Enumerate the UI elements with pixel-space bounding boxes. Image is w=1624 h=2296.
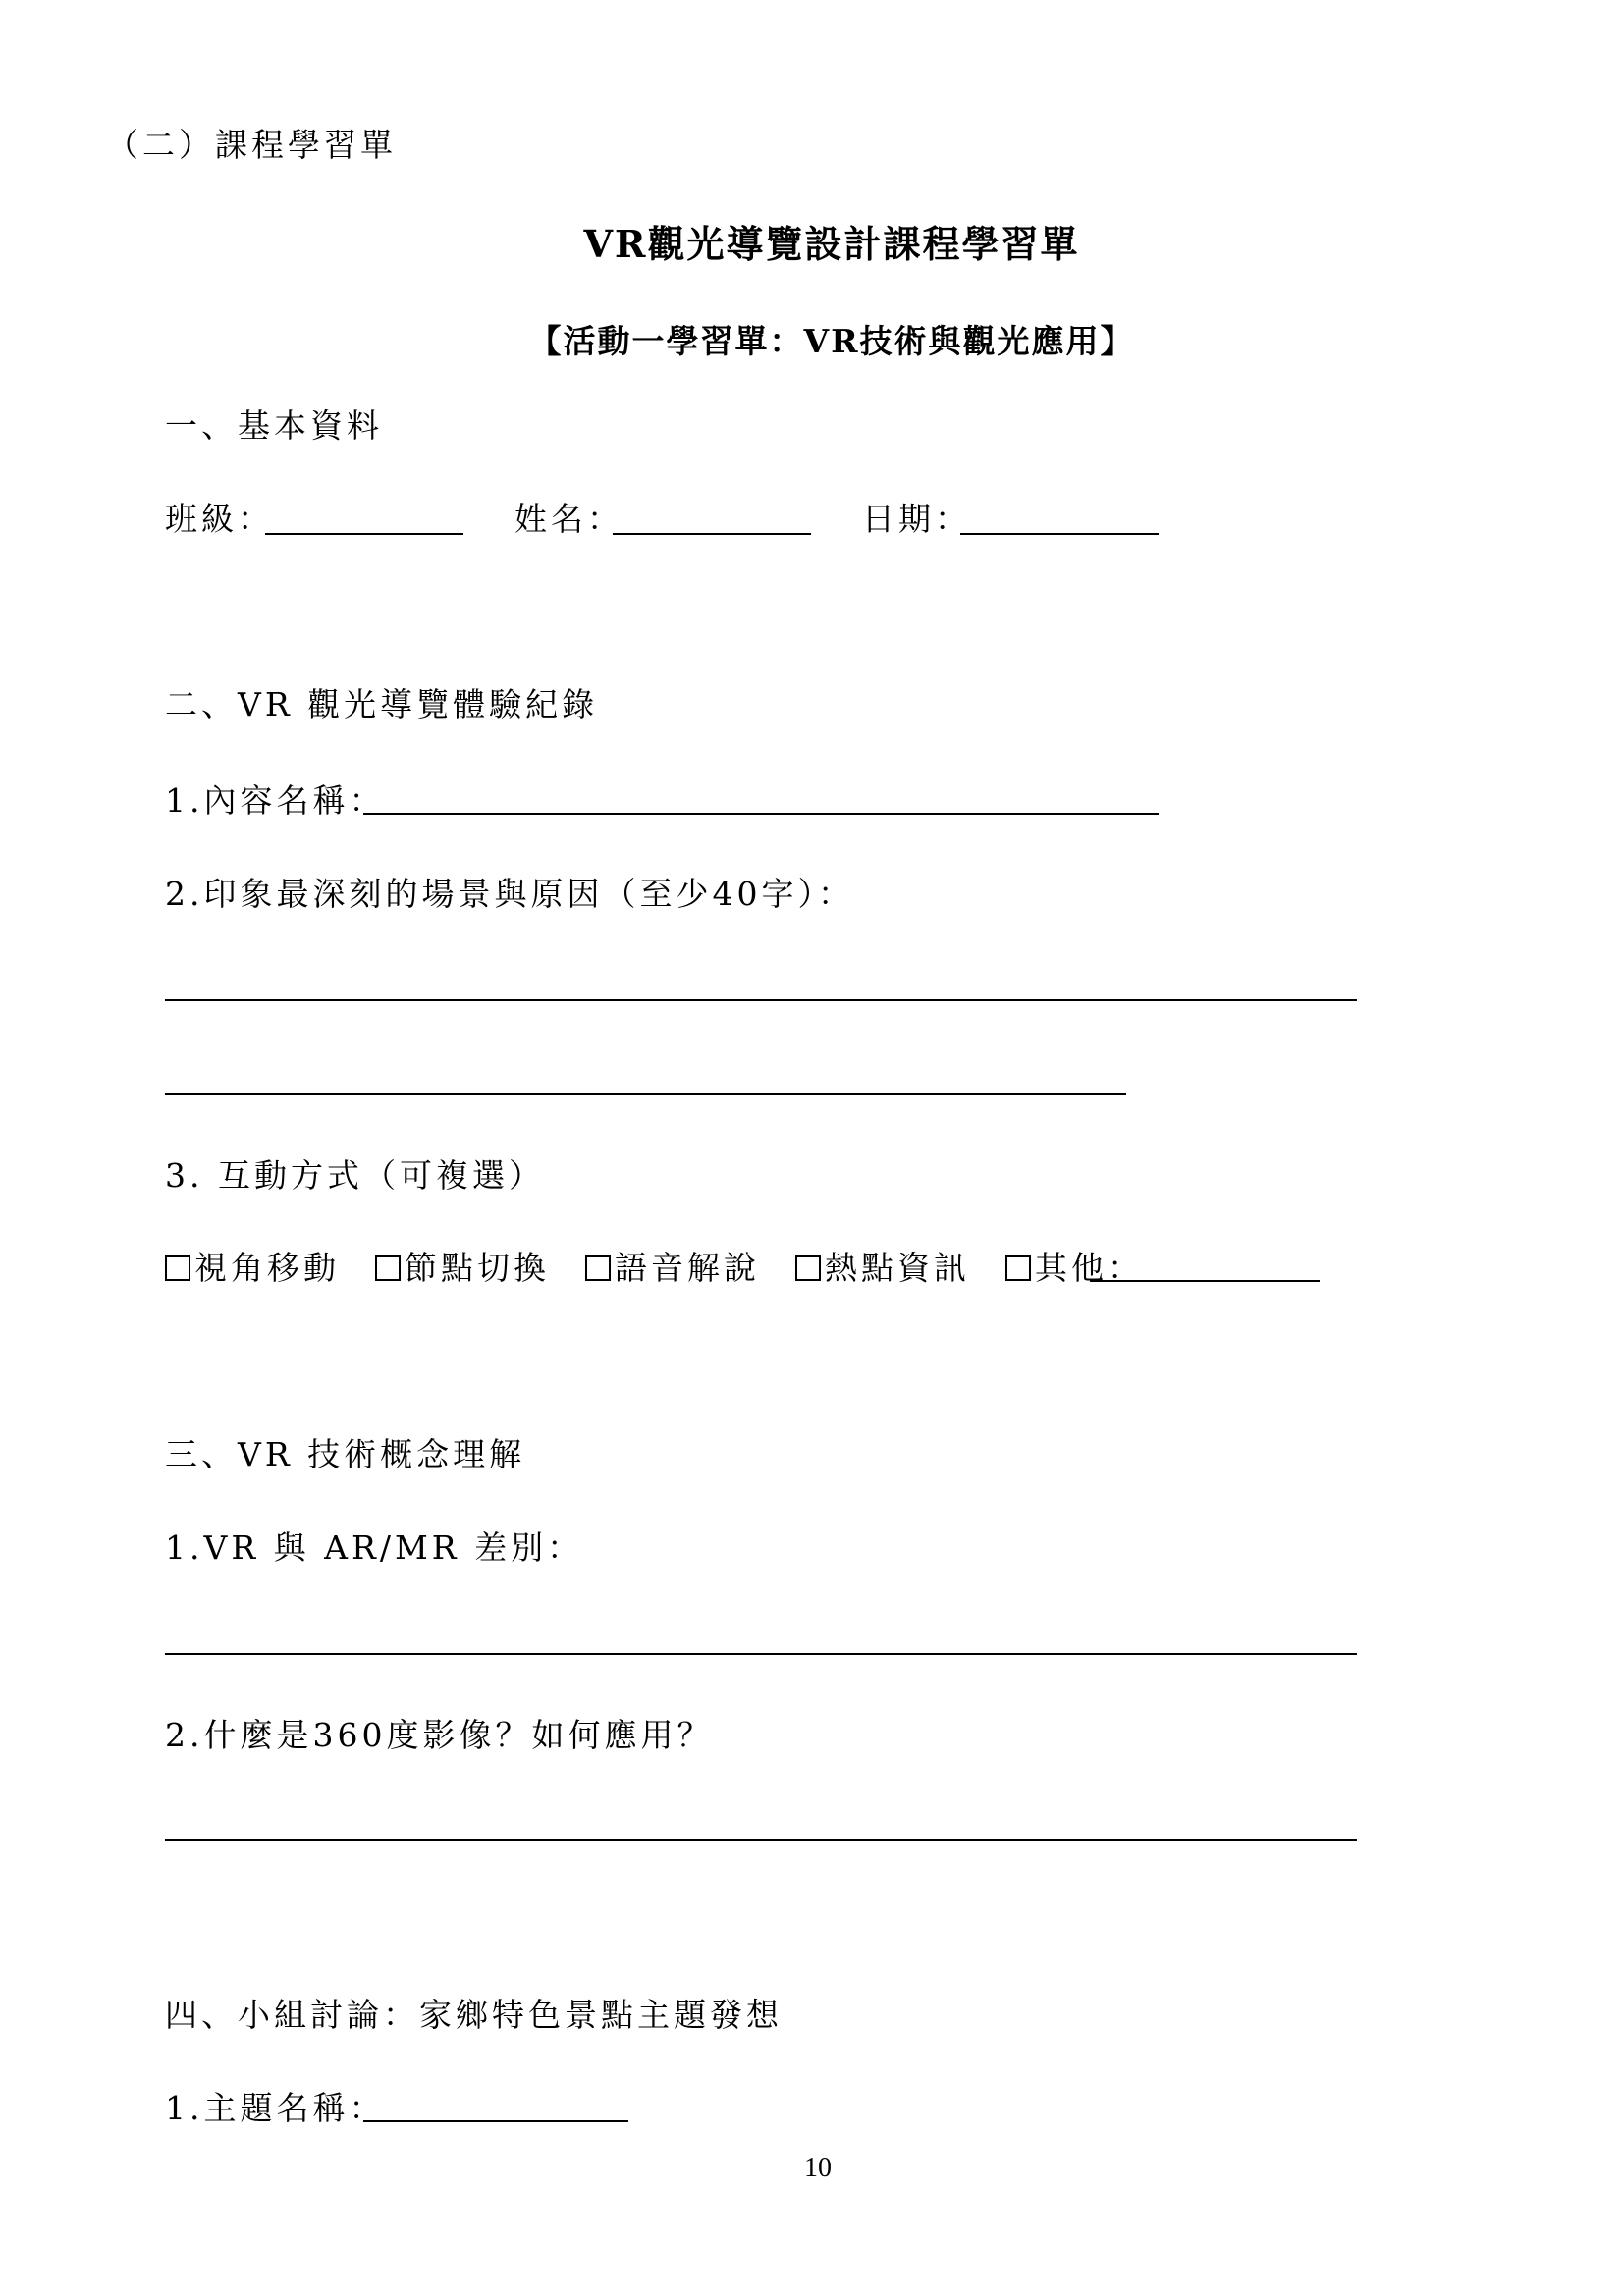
name-label: 姓名： <box>514 500 623 538</box>
theme-name-label: 1.主題名稱： <box>165 2089 386 2127</box>
section-header: （二）課程學習單 <box>106 126 397 164</box>
date-label: 日期： <box>862 500 971 538</box>
checkbox-icon[interactable] <box>585 1255 611 1281</box>
checkbox-icon[interactable] <box>1005 1255 1031 1281</box>
option-other[interactable]: 其他： <box>1005 1252 1144 1284</box>
part4-heading: 四、小組討論：家鄉特色景點主題發想 <box>165 1996 783 2034</box>
image360-question: 2.什麼是360度影像？如何應用？ <box>165 1716 714 1754</box>
image360-answer-line[interactable] <box>165 1839 1357 1841</box>
part2-heading: 二、VR 觀光導覽體驗紀錄 <box>165 685 599 723</box>
checkbox-icon[interactable] <box>795 1255 821 1281</box>
class-label: 班級： <box>165 500 274 538</box>
option-node-switch[interactable]: 節點切換 <box>375 1252 550 1284</box>
part1-heading: 一、基本資料 <box>165 406 383 445</box>
option-hotspot-info[interactable]: 熱點資訊 <box>795 1252 970 1284</box>
impression-answer-line-2[interactable] <box>165 1093 1126 1095</box>
vr-ar-answer-line[interactable] <box>165 1653 1357 1655</box>
part3-heading: 三、VR 技術概念理解 <box>165 1435 526 1473</box>
page-number: 10 <box>804 2153 832 2183</box>
option-audio-guide[interactable]: 語音解說 <box>585 1252 760 1284</box>
name-field[interactable] <box>613 533 811 535</box>
class-field[interactable] <box>265 533 463 535</box>
date-field[interactable] <box>960 533 1159 535</box>
impression-answer-line-1[interactable] <box>165 999 1357 1001</box>
checkbox-icon[interactable] <box>165 1255 190 1281</box>
interaction-question: 3. 互動方式（可複選） <box>165 1156 545 1195</box>
theme-name-field[interactable] <box>363 2120 628 2122</box>
page-title: VR觀光導覽設計課程學習單 <box>583 222 1080 266</box>
checkbox-icon[interactable] <box>375 1255 401 1281</box>
impression-question: 2.印象最深刻的場景與原因（至少40字）： <box>165 875 854 913</box>
content-name-label: 1.內容名稱： <box>165 781 386 820</box>
content-name-field[interactable] <box>363 813 1159 815</box>
other-field[interactable] <box>1090 1280 1320 1282</box>
interaction-options <box>165 1249 1144 1287</box>
activity-subtitle: 【活動一學習單：VR技術與觀光應用】 <box>528 322 1135 360</box>
option-view-angle[interactable]: 視角移動 <box>165 1252 340 1284</box>
vr-ar-question: 1.VR 與 AR/MR 差別： <box>165 1528 584 1567</box>
